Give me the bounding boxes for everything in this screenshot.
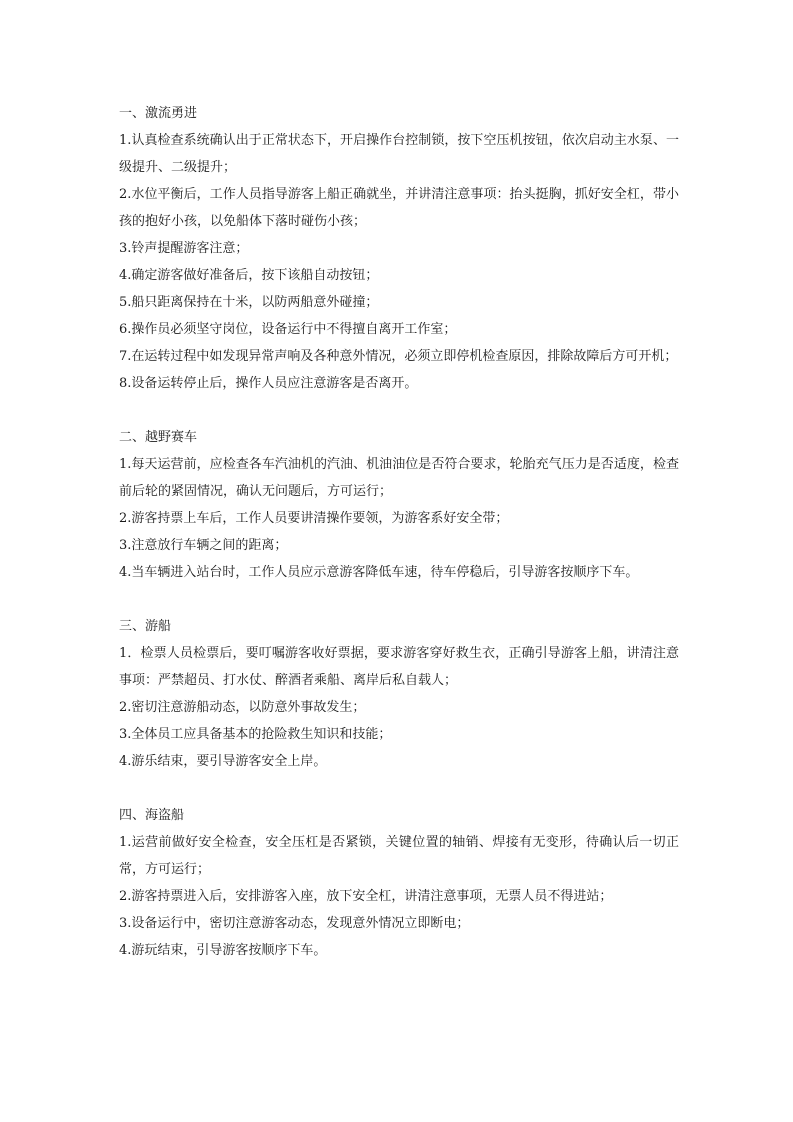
list-item: 1.运营前做好安全检查，安全压杠是否紧锁，关键位置的轴销、焊接有无变形，待确认后一切正常，方可运行； xyxy=(119,835,679,877)
section-title: 三、游船 xyxy=(119,619,172,634)
section-pleasure-boat xyxy=(119,613,679,775)
document-body xyxy=(119,100,679,991)
section-title: 二、越野赛车 xyxy=(119,430,198,445)
list-item: 3.铃声提醒游客注意； xyxy=(119,241,249,256)
list-item: 8.设备运转停止后，操作人员应注意游客是否离开。 xyxy=(119,376,418,391)
list-item: 4.游乐结束，要引导游客安全上岸。 xyxy=(119,754,327,769)
list-item: 6.操作员必须坚守岗位，设备运行中不得擅自离开工作室； xyxy=(119,322,457,337)
list-item: 3.全体员工应具备基本的抢险救生知识和技能； xyxy=(119,727,392,742)
list-item: 1．检票人员检票后，要叮嘱游客收好票据，要求游客穿好救生衣，正确引导游客上船，讲清注意事项：严禁超员、打水仗、醉酒者乘船、离岸后私自载人； xyxy=(119,646,679,688)
section-rapids xyxy=(119,100,679,397)
list-item: 2.游客持票进入后，安排游客入座，放下安全杠，讲清注意事项，无票人员不得进站； xyxy=(119,889,613,904)
list-item: 7.在运转过程中如发现异常声响及各种意外情况，必须立即停机检查原因，排除故障后方可开机； xyxy=(119,349,678,364)
list-item: 3.设备运行中，密切注意游客动态，发现意外情况立即断电； xyxy=(119,916,470,931)
list-item: 4.游玩结束，引导游客按顺序下车。 xyxy=(119,943,327,958)
section-offroad-racing xyxy=(119,424,679,586)
list-item: 3.注意放行车辆之间的距离； xyxy=(119,538,288,553)
list-item: 4.确定游客做好准备后，按下该船自动按钮； xyxy=(119,268,379,283)
section-title: 一、激流勇进 xyxy=(119,106,198,121)
section-title: 四、海盗船 xyxy=(119,808,185,823)
list-item: 2.密切注意游船动态，以防意外事故发生； xyxy=(119,700,366,715)
list-item: 4.当车辆进入站台时，工作人员应示意游客降低车速，待车停稳后，引导游客按顺序下车。 xyxy=(119,565,639,580)
list-item: 2.游客持票上车后，工作人员要讲清操作要领，为游客系好安全带； xyxy=(119,511,509,526)
list-item: 2.水位平衡后，工作人员指导游客上船正确就坐，并讲清注意事项：抬头挺胸，抓好安全杠，带小孩的抱好小孩，以免船体下落时碰伤小孩； xyxy=(119,187,679,229)
list-item: 1.认真检查系统确认出于正常状态下，开启操作台控制锁，按下空压机按钮，依次启动主水泵、一级提升、二级提升； xyxy=(119,133,679,175)
list-item: 5.船只距离保持在十米，以防两船意外碰撞； xyxy=(119,295,379,310)
list-item: 1.每天运营前，应检查各车汽油机的汽油、机油油位是否符合要求，轮胎充气压力是否适度，检查前后轮的紧固情况，确认无问题后，方可运行； xyxy=(119,457,679,499)
section-pirate-ship xyxy=(119,802,679,964)
